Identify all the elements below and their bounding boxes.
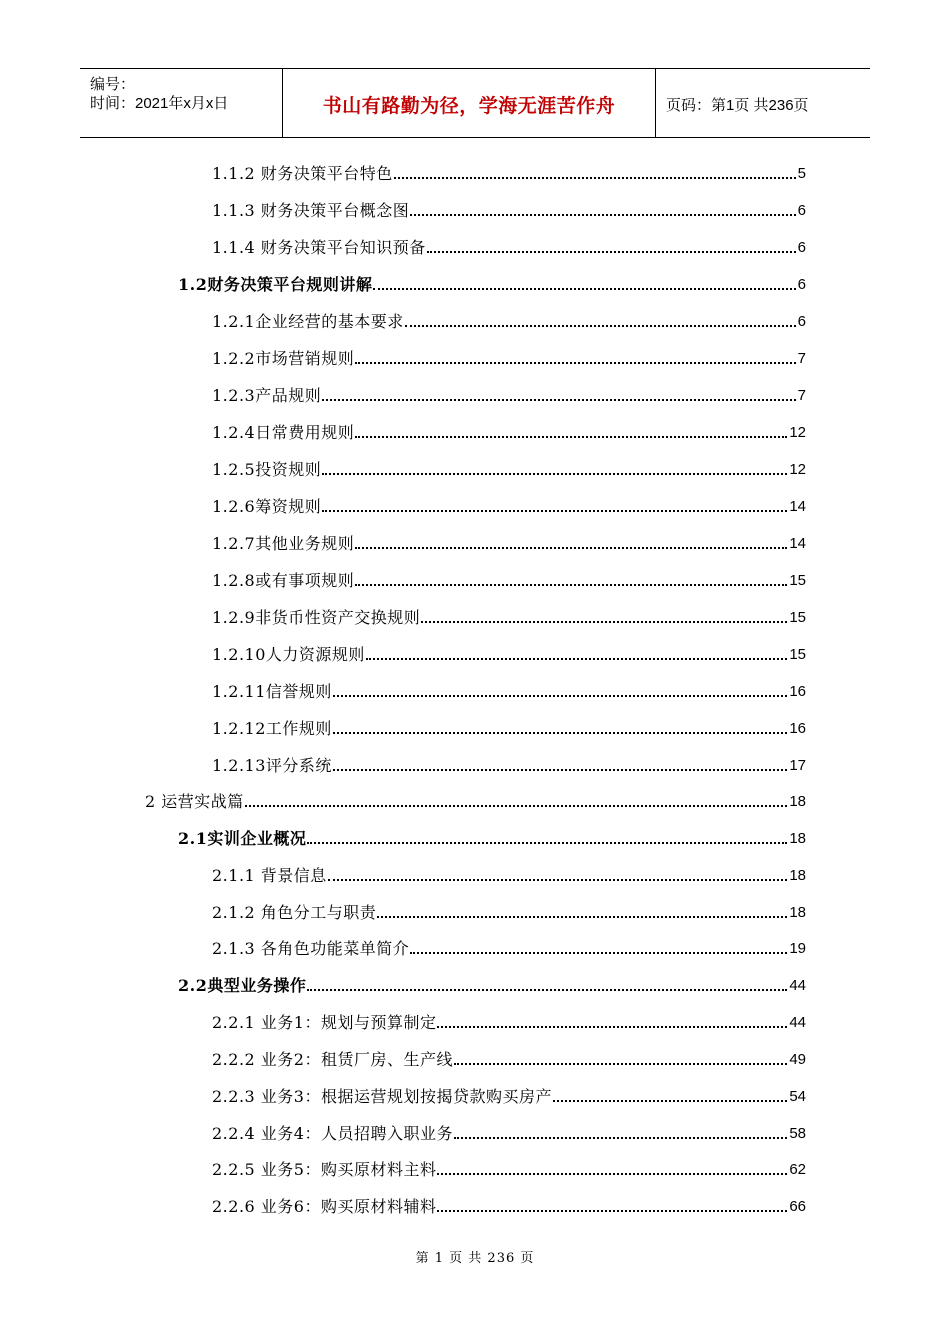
toc-leader-dots	[373, 288, 795, 290]
toc-entry-page: 44	[789, 977, 806, 994]
toc-entry[interactable]	[212, 345, 806, 369]
page-footer: 第 1 页 共 236 页	[415, 1251, 535, 1266]
header-page-cell	[656, 69, 870, 137]
header-page-info: 页码：第1页 共236页	[666, 97, 809, 114]
toc-leader-dots	[322, 473, 787, 475]
toc-entry-label: 1.2.11信誉规则	[212, 682, 332, 701]
toc-entry[interactable]	[212, 1009, 806, 1033]
toc-entry[interactable]	[212, 197, 806, 221]
toc-entry[interactable]	[212, 641, 806, 665]
toc-entry[interactable]	[212, 382, 806, 406]
toc-entry[interactable]	[212, 1120, 806, 1144]
toc-leader-dots	[427, 251, 796, 253]
toc-leader-dots	[355, 362, 795, 364]
toc-entry-page: 15	[789, 609, 806, 626]
toc-entry[interactable]	[212, 1046, 806, 1070]
toc-entry-page: 14	[789, 535, 806, 552]
toc-entry-label: 1.2.3产品规则	[212, 386, 322, 405]
toc-entry[interactable]	[212, 493, 806, 517]
toc-leader-dots	[245, 805, 788, 807]
toc-entry-page: 18	[789, 830, 806, 847]
toc-entry-label: 1.2.13评分系统	[212, 756, 332, 775]
toc-entry-page: 18	[789, 793, 806, 810]
toc-entry-page: 7	[797, 350, 806, 367]
toc-entry-page: 18	[789, 867, 806, 884]
toc-leader-dots	[307, 842, 787, 844]
toc-leader-dots	[333, 695, 787, 697]
toc-entry-label: 2.2.5 业务5：购买原材料主料	[212, 1160, 437, 1179]
toc-entry-page: 6	[797, 276, 806, 293]
toc-entry-label: 1.1.2 财务决策平台特色	[212, 164, 393, 183]
toc-entry-label: 2.2.6 业务6：购买原材料辅料	[212, 1197, 437, 1216]
toc-chapter-entry[interactable]	[145, 788, 806, 812]
toc-entry-label: 2 运营实战篇	[145, 792, 244, 811]
toc-entry-page: 54	[789, 1088, 806, 1105]
toc-entry-label: 2.1实训企业概况	[178, 829, 307, 848]
toc-entry-label: 1.2.9非货币性资产交换规则	[212, 608, 421, 627]
toc-entry-page: 6	[797, 239, 806, 256]
toc-entry-label: 1.2.12工作规则	[212, 719, 332, 738]
toc-entry[interactable]	[212, 419, 806, 443]
toc-leader-dots	[421, 621, 787, 623]
page-header	[80, 68, 870, 138]
toc-leader-dots	[377, 916, 787, 918]
toc-leader-dots	[355, 436, 787, 438]
toc-leader-dots	[394, 177, 796, 179]
toc-entry[interactable]	[212, 604, 806, 628]
toc-entry-page: 12	[789, 424, 806, 441]
toc-entry-page: 66	[789, 1198, 806, 1215]
toc-leader-dots	[437, 1026, 787, 1028]
toc-entry[interactable]	[212, 678, 806, 702]
toc-entry-page: 14	[789, 498, 806, 515]
toc-entry[interactable]	[212, 1083, 806, 1107]
toc-entry-label: 1.1.4 财务决策平台知识预备	[212, 238, 426, 257]
toc-entry[interactable]	[212, 1156, 806, 1180]
toc-entry-label: 2.1.3 各角色功能菜单简介	[212, 939, 410, 958]
toc-entry-page: 16	[789, 720, 806, 737]
document-number-label: 编号：	[90, 76, 136, 93]
toc-entry-page: 19	[789, 940, 806, 957]
toc-entry-page: 6	[797, 313, 806, 330]
toc-entry-page: 15	[789, 646, 806, 663]
toc-entry[interactable]	[212, 752, 806, 776]
toc-entry-page: 18	[789, 904, 806, 921]
toc-entry-label: 2.2.1 业务1：规划与预算制定	[212, 1013, 437, 1032]
toc-entry-label: 1.2.6筹资规则	[212, 497, 322, 516]
header-motto-cell	[282, 69, 656, 137]
toc-section-entry[interactable]	[178, 972, 806, 996]
toc-leader-dots	[322, 510, 787, 512]
toc-leader-dots	[322, 399, 795, 401]
toc-entry-label: 2.2.4 业务4：人员招聘入职业务	[212, 1124, 453, 1143]
toc-leader-dots	[410, 952, 787, 954]
toc-leader-dots	[454, 1063, 787, 1065]
toc-leader-dots	[454, 1137, 787, 1139]
header-motto: 书山有路勤为径，学海无涯苦作舟	[322, 95, 616, 117]
toc-section-entry[interactable]	[178, 271, 806, 295]
toc-entry[interactable]	[212, 935, 806, 959]
toc-leader-dots	[355, 547, 787, 549]
toc-leader-dots	[553, 1100, 787, 1102]
toc-section-entry[interactable]	[178, 825, 806, 849]
toc-entry[interactable]	[212, 862, 806, 886]
toc-entry-label: 2.1.2 角色分工与职责	[212, 903, 377, 922]
toc-leader-dots	[437, 1173, 787, 1175]
header-meta-cell	[80, 69, 282, 137]
toc-entry-label: 1.2财务决策平台规则讲解	[178, 275, 373, 294]
toc-entry[interactable]	[212, 456, 806, 480]
toc-entry[interactable]	[212, 567, 806, 591]
toc-entry-page: 5	[797, 165, 806, 182]
toc-entry-label: 1.1.3 财务决策平台概念图	[212, 201, 410, 220]
toc-entry-label: 1.2.1企业经营的基本要求	[212, 312, 404, 331]
toc-leader-dots	[333, 732, 787, 734]
toc-entry-page: 49	[789, 1051, 806, 1068]
toc-entry-page: 58	[789, 1125, 806, 1142]
toc-leader-dots	[410, 214, 795, 216]
toc-entry-label: 2.2.2 业务2：租赁厂房、生产线	[212, 1050, 453, 1069]
toc-leader-dots	[355, 584, 787, 586]
toc-entry-label: 1.2.8或有事项规则	[212, 571, 355, 590]
toc-entry-page: 17	[789, 757, 806, 774]
document-time-label: 时间：2021年x月x日	[90, 95, 229, 112]
toc-leader-dots	[333, 769, 787, 771]
toc-entry-page: 15	[789, 572, 806, 589]
toc-entry-page: 44	[789, 1014, 806, 1031]
toc-entry[interactable]	[212, 234, 806, 258]
toc-entry-label: 2.2典型业务操作	[178, 976, 307, 995]
toc-entry-page: 12	[789, 461, 806, 478]
toc-leader-dots	[437, 1210, 787, 1212]
toc-entry-label: 2.2.3 业务3：根据运营规划按揭贷款购买房产	[212, 1087, 552, 1106]
toc-entry-page: 6	[797, 202, 806, 219]
toc-entry[interactable]	[212, 530, 806, 554]
toc-entry-page: 62	[789, 1161, 806, 1178]
toc-leader-dots	[366, 658, 787, 660]
toc-entry-label: 1.2.2市场营销规则	[212, 349, 355, 368]
toc-leader-dots	[328, 879, 788, 881]
toc-leader-dots	[307, 989, 787, 991]
toc-entry-label: 1.2.10人力资源规则	[212, 645, 365, 664]
toc-entry-page: 16	[789, 683, 806, 700]
toc-leader-dots	[405, 325, 796, 327]
toc-entry-page: 7	[797, 387, 806, 404]
toc-entry[interactable]	[212, 1193, 806, 1217]
toc-entry[interactable]	[212, 899, 806, 923]
toc-entry[interactable]	[212, 308, 806, 332]
toc-entry-label: 1.2.5投资规则	[212, 460, 322, 479]
toc-entry-label: 1.2.7其他业务规则	[212, 534, 355, 553]
toc-entry[interactable]	[212, 715, 806, 739]
toc-entry-label: 1.2.4日常费用规则	[212, 423, 355, 442]
toc-entry-label: 2.1.1 背景信息	[212, 866, 327, 885]
toc-entry[interactable]	[212, 160, 806, 184]
